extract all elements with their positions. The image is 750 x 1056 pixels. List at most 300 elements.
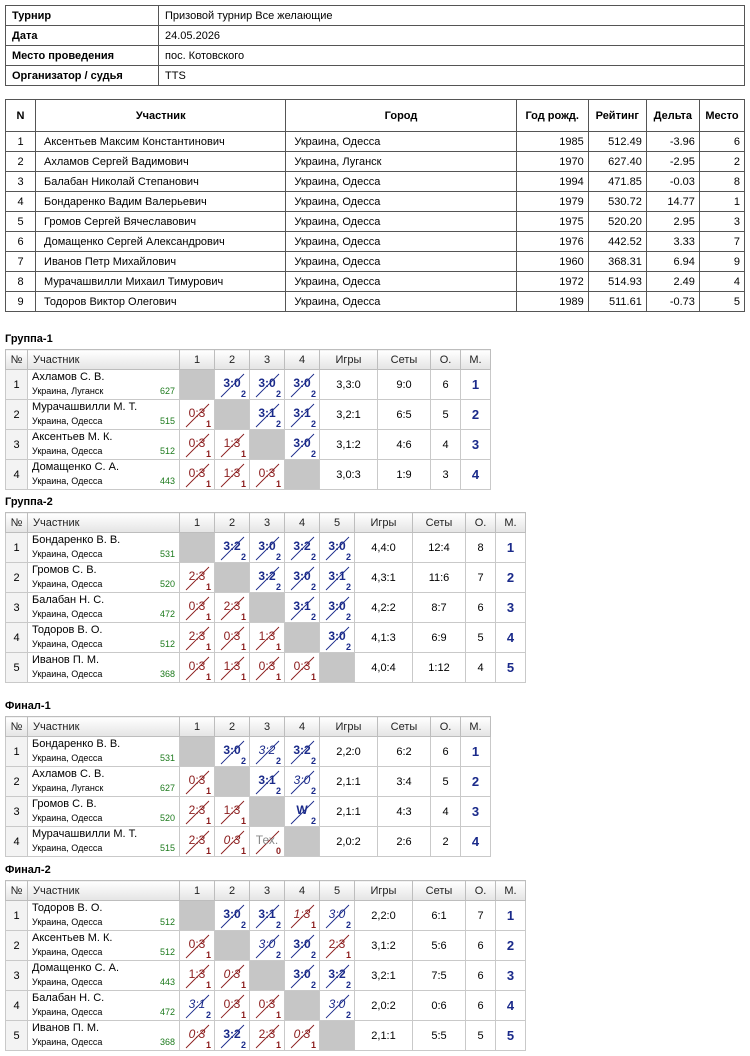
place-result: 3 xyxy=(496,593,526,623)
match-result-cell[interactable] xyxy=(250,400,285,430)
player-cell xyxy=(28,430,180,460)
match-points: 1 xyxy=(205,786,211,796)
match-points: 1 xyxy=(205,449,211,459)
match-score: 2:3 xyxy=(188,833,206,847)
row-number: 1 xyxy=(6,901,28,931)
match-points: 1 xyxy=(240,612,246,622)
match-score: Тех. xyxy=(255,833,279,847)
player-name: Тодоров В. О. xyxy=(32,624,103,636)
match-result-cell[interactable] xyxy=(250,737,285,767)
participant-name: Иванов Петр Михайлович xyxy=(36,252,286,272)
match-points: 2 xyxy=(310,449,316,459)
sets-result: 0:6 xyxy=(413,991,466,1021)
match-score: 0:3 xyxy=(293,659,311,673)
games-result: 3,2:1 xyxy=(355,961,413,991)
group-header-row xyxy=(6,881,526,901)
match-result-cell[interactable] xyxy=(250,991,285,1021)
match-result-cell[interactable] xyxy=(215,430,250,460)
player-cell xyxy=(28,563,180,593)
match-result-cell[interactable] xyxy=(250,563,285,593)
match-points: 2 xyxy=(310,612,316,622)
participant-number: 4 xyxy=(6,192,36,212)
participant-rating: 512.49 xyxy=(588,132,646,152)
games-result: 4,0:4 xyxy=(355,653,413,683)
match-result-cell[interactable] xyxy=(285,653,320,683)
participant-number: 1 xyxy=(6,132,36,152)
match-score: 3:1 xyxy=(293,599,311,613)
participant-name: Громов Сергей Вячеславович xyxy=(36,212,286,232)
sets-result: 6:2 xyxy=(378,737,431,767)
match-score: 3:0 xyxy=(258,937,276,951)
match-points: 1 xyxy=(205,672,211,682)
games-result: 3,0:3 xyxy=(320,460,378,490)
player-cell xyxy=(28,653,180,683)
table-row xyxy=(6,252,745,272)
match-result-cell[interactable] xyxy=(215,961,250,991)
player-name: Бондаренко В. В. xyxy=(32,738,121,750)
participant-place: 6 xyxy=(699,132,744,152)
match-points: 2 xyxy=(310,756,316,766)
row-number: 2 xyxy=(6,563,28,593)
match-result-cell[interactable] xyxy=(215,827,250,857)
participant-birth-year: 1972 xyxy=(516,272,588,292)
participant-delta: 2.95 xyxy=(646,212,699,232)
match-points: 2 xyxy=(240,756,246,766)
match-points: 2 xyxy=(310,786,316,796)
group-row xyxy=(6,430,491,460)
match-result-cell[interactable] xyxy=(285,737,320,767)
match-points: 1 xyxy=(240,672,246,682)
match-result-cell[interactable] xyxy=(215,797,250,827)
info-row-venue xyxy=(6,46,745,66)
place-result: 1 xyxy=(461,737,491,767)
match-result-cell[interactable] xyxy=(285,767,320,797)
match-result-cell[interactable] xyxy=(215,1021,250,1051)
match-result-cell[interactable] xyxy=(180,827,215,857)
participant-name: Тодоров Виктор Олегович xyxy=(36,292,286,312)
participant-place: 7 xyxy=(699,232,744,252)
group-row xyxy=(6,653,526,683)
match-result-cell[interactable] xyxy=(180,1021,215,1051)
match-score: 0:3 xyxy=(188,599,206,613)
match-points: 1 xyxy=(345,950,351,960)
participant-number: 5 xyxy=(6,212,36,232)
participant-birth-year: 1979 xyxy=(516,192,588,212)
match-score: 3:0 xyxy=(328,997,346,1011)
player-name: Аксентьев М. К. xyxy=(32,431,113,443)
group-row xyxy=(6,623,526,653)
match-result-cell[interactable] xyxy=(285,1021,320,1051)
player-city: Украина, Одесса xyxy=(32,446,103,456)
match-result-cell[interactable] xyxy=(320,593,355,623)
match-score: 3:1 xyxy=(328,569,346,583)
self-match-cell xyxy=(215,931,250,961)
match-result-cell[interactable] xyxy=(285,901,320,931)
group-table xyxy=(5,512,526,683)
player-rating: 443 xyxy=(159,977,175,987)
group-row xyxy=(6,533,526,563)
match-result-cell[interactable] xyxy=(180,653,215,683)
player-city: Украина, Луганск xyxy=(32,386,104,396)
player-name: Бондаренко В. В. xyxy=(32,534,121,546)
row-number: 5 xyxy=(6,1021,28,1051)
col-header-participant: Участник xyxy=(28,350,180,370)
match-points: 1 xyxy=(240,449,246,459)
match-result-cell[interactable] xyxy=(215,623,250,653)
player-name: Иванов П. М. xyxy=(32,654,100,666)
tournament-info-table xyxy=(5,5,745,86)
group-row xyxy=(6,827,491,857)
info-label: Место проведения xyxy=(6,46,159,66)
match-result-cell[interactable] xyxy=(250,460,285,490)
player-city: Украина, Одесса xyxy=(32,639,103,649)
row-number: 5 xyxy=(6,653,28,683)
group-title: Группа-2 xyxy=(5,496,53,508)
match-result-cell[interactable] xyxy=(320,991,355,1021)
group-title: Финал-2 xyxy=(5,864,51,876)
match-result-cell[interactable] xyxy=(250,1021,285,1051)
group-row xyxy=(6,563,526,593)
match-score: 0:3 xyxy=(293,1027,311,1041)
match-score: 3:0 xyxy=(293,436,311,450)
match-score: 3:0 xyxy=(293,376,311,390)
match-score: 2:3 xyxy=(188,803,206,817)
col-header-sets: Сеты xyxy=(413,881,466,901)
col-header-no: № xyxy=(6,350,28,370)
self-match-cell xyxy=(180,737,215,767)
match-score: 3:1 xyxy=(188,997,206,1011)
match-score: 3:0 xyxy=(293,967,311,981)
match-points: 1 xyxy=(205,1040,211,1050)
participant-delta: 6.94 xyxy=(646,252,699,272)
match-score: 3:0 xyxy=(328,629,346,643)
match-score: 3:2 xyxy=(223,1027,241,1041)
player-cell xyxy=(28,1021,180,1051)
place-result: 4 xyxy=(461,460,491,490)
match-points: 2 xyxy=(345,920,351,930)
player-cell xyxy=(28,991,180,1021)
col-header-place: М. xyxy=(461,350,491,370)
match-result-cell[interactable] xyxy=(285,400,320,430)
match-points: 2 xyxy=(310,389,316,399)
points-result: 6 xyxy=(431,737,461,767)
match-result-cell[interactable] xyxy=(180,460,215,490)
self-match-cell xyxy=(285,623,320,653)
sets-result: 6:1 xyxy=(413,901,466,931)
match-points: 1 xyxy=(205,980,211,990)
match-score: 3:0 xyxy=(328,907,346,921)
col-header-opponent: 3 xyxy=(250,350,285,370)
match-points: 1 xyxy=(205,582,211,592)
participant-rating: 368.31 xyxy=(588,252,646,272)
match-result-cell[interactable] xyxy=(180,593,215,623)
sets-result: 1:12 xyxy=(413,653,466,683)
player-rating: 531 xyxy=(159,753,175,763)
match-result-cell[interactable] xyxy=(250,901,285,931)
col-header-rating: Рейтинг xyxy=(588,100,646,132)
participant-number: 9 xyxy=(6,292,36,312)
match-points: 2 xyxy=(310,552,316,562)
points-result: 6 xyxy=(466,931,496,961)
place-result: 3 xyxy=(461,430,491,460)
table-row xyxy=(6,292,745,312)
points-result: 2 xyxy=(431,827,461,857)
match-points: 1 xyxy=(240,846,246,856)
match-score: 3:2 xyxy=(258,743,276,757)
match-result-cell[interactable] xyxy=(285,370,320,400)
points-result: 7 xyxy=(466,901,496,931)
games-result: 3,1:2 xyxy=(355,931,413,961)
info-row-date xyxy=(6,26,745,46)
points-result: 5 xyxy=(466,623,496,653)
sets-result: 3:4 xyxy=(378,767,431,797)
player-rating: 531 xyxy=(159,549,175,559)
match-score: 3:0 xyxy=(223,376,241,390)
match-result-cell[interactable] xyxy=(320,901,355,931)
participant-birth-year: 1989 xyxy=(516,292,588,312)
player-city: Украина, Одесса xyxy=(32,1037,103,1047)
match-result-cell[interactable] xyxy=(215,460,250,490)
match-result-cell[interactable] xyxy=(250,827,285,857)
match-score: 3:0 xyxy=(223,907,241,921)
games-result: 4,1:3 xyxy=(355,623,413,653)
table-row xyxy=(6,272,745,292)
info-row-tournament xyxy=(6,6,745,26)
group-row xyxy=(6,400,491,430)
match-points: 0 xyxy=(275,846,281,856)
col-header-no: № xyxy=(6,717,28,737)
match-result-cell[interactable] xyxy=(215,653,250,683)
points-result: 3 xyxy=(431,460,461,490)
group-row xyxy=(6,767,491,797)
group-row xyxy=(6,901,526,931)
player-rating: 520 xyxy=(159,813,175,823)
points-result: 8 xyxy=(466,533,496,563)
group-row xyxy=(6,797,491,827)
self-match-cell xyxy=(285,991,320,1021)
row-number: 3 xyxy=(6,430,28,460)
group-title: Финал-1 xyxy=(5,700,51,712)
match-points: 1 xyxy=(205,846,211,856)
player-name: Иванов П. М. xyxy=(32,1022,100,1034)
match-result-cell[interactable] xyxy=(285,563,320,593)
participant-name: Аксентьев Максим Константинович xyxy=(36,132,286,152)
sets-result: 5:6 xyxy=(413,931,466,961)
match-result-cell[interactable] xyxy=(250,931,285,961)
match-result-cell[interactable] xyxy=(180,797,215,827)
match-result-cell[interactable] xyxy=(180,991,215,1021)
match-result-cell[interactable] xyxy=(285,533,320,563)
match-result-cell[interactable] xyxy=(250,370,285,400)
player-city: Украина, Одесса xyxy=(32,1007,103,1017)
row-number: 1 xyxy=(6,533,28,563)
match-result-cell[interactable] xyxy=(285,593,320,623)
match-result-cell[interactable] xyxy=(215,737,250,767)
row-number: 2 xyxy=(6,400,28,430)
match-result-cell[interactable] xyxy=(285,961,320,991)
col-header-place: М. xyxy=(461,717,491,737)
info-row-organizer xyxy=(6,66,745,86)
player-cell xyxy=(28,533,180,563)
participant-rating: 530.72 xyxy=(588,192,646,212)
place-result: 2 xyxy=(461,767,491,797)
match-points: 2 xyxy=(310,419,316,429)
self-match-cell xyxy=(180,370,215,400)
match-points: 2 xyxy=(240,552,246,562)
match-score: 2:3 xyxy=(258,1027,276,1041)
match-score: 3:1 xyxy=(258,773,276,787)
match-result-cell[interactable] xyxy=(180,400,215,430)
participant-name: Ахламов Сергей Вадимович xyxy=(36,152,286,172)
player-rating: 515 xyxy=(159,843,175,853)
participant-delta: -0.73 xyxy=(646,292,699,312)
participant-city: Украина, Одесса xyxy=(286,292,516,312)
player-rating: 512 xyxy=(159,446,175,456)
player-cell xyxy=(28,737,180,767)
col-header-sets: Сеты xyxy=(413,513,466,533)
row-number: 3 xyxy=(6,593,28,623)
match-score: W xyxy=(296,803,308,817)
info-value: 24.05.2026 xyxy=(159,26,745,46)
row-number: 3 xyxy=(6,961,28,991)
match-points: 1 xyxy=(275,672,281,682)
table-row xyxy=(6,152,745,172)
col-header-opponent: 3 xyxy=(250,513,285,533)
match-result-cell[interactable] xyxy=(180,623,215,653)
match-result-cell[interactable] xyxy=(320,961,355,991)
match-result-cell[interactable] xyxy=(320,563,355,593)
player-name: Аксентьев М. К. xyxy=(32,932,113,944)
match-result-cell[interactable] xyxy=(285,931,320,961)
col-header-participant: Участник xyxy=(28,881,180,901)
match-points: 2 xyxy=(275,419,281,429)
place-result: 2 xyxy=(496,563,526,593)
player-city: Украина, Одесса xyxy=(32,416,103,426)
col-header-opponent: 2 xyxy=(215,881,250,901)
table-row xyxy=(6,192,745,212)
player-rating: 368 xyxy=(159,1037,175,1047)
match-result-cell[interactable] xyxy=(320,623,355,653)
match-score: 1:3 xyxy=(223,659,241,673)
match-result-cell[interactable] xyxy=(285,430,320,460)
participant-place: 2 xyxy=(699,152,744,172)
row-number: 2 xyxy=(6,931,28,961)
player-cell xyxy=(28,460,180,490)
col-header-opponent: 2 xyxy=(215,717,250,737)
player-name: Балабан Н. С. xyxy=(32,594,105,606)
match-result-cell[interactable] xyxy=(180,767,215,797)
player-cell xyxy=(28,797,180,827)
row-number: 2 xyxy=(6,767,28,797)
match-result-cell[interactable] xyxy=(250,533,285,563)
match-result-cell[interactable] xyxy=(215,991,250,1021)
match-score: 3:0 xyxy=(258,376,276,390)
match-result-cell[interactable] xyxy=(215,370,250,400)
col-header-number: N xyxy=(6,100,36,132)
games-result: 4,2:2 xyxy=(355,593,413,623)
place-result: 1 xyxy=(496,901,526,931)
group-title: Группа-1 xyxy=(5,333,53,345)
match-points: 1 xyxy=(275,642,281,652)
match-score: 2:3 xyxy=(223,599,241,613)
col-header-points: О. xyxy=(466,881,496,901)
participant-birth-year: 1994 xyxy=(516,172,588,192)
participant-rating: 511.61 xyxy=(588,292,646,312)
player-city: Украина, Одесса xyxy=(32,549,103,559)
player-city: Украина, Луганск xyxy=(32,783,104,793)
participant-number: 8 xyxy=(6,272,36,292)
self-match-cell xyxy=(215,563,250,593)
col-header-opponent: 2 xyxy=(215,350,250,370)
col-header-opponent: 1 xyxy=(180,881,215,901)
match-points: 1 xyxy=(310,672,316,682)
player-cell xyxy=(28,827,180,857)
col-header-sets: Сеты xyxy=(378,717,431,737)
player-rating: 627 xyxy=(159,386,175,396)
match-score: 3:0 xyxy=(293,773,311,787)
match-result-cell[interactable] xyxy=(215,533,250,563)
player-cell xyxy=(28,593,180,623)
match-result-cell[interactable] xyxy=(250,767,285,797)
info-label: Организатор / судья xyxy=(6,66,159,86)
participant-rating: 514.93 xyxy=(588,272,646,292)
match-result-cell[interactable] xyxy=(250,653,285,683)
match-result-cell[interactable] xyxy=(215,593,250,623)
points-result: 5 xyxy=(431,767,461,797)
participant-birth-year: 1960 xyxy=(516,252,588,272)
match-score: 3:2 xyxy=(258,569,276,583)
games-result: 3,1:2 xyxy=(320,430,378,460)
match-score: 0:3 xyxy=(223,997,241,1011)
match-result-cell[interactable] xyxy=(180,430,215,460)
match-result-cell[interactable] xyxy=(215,901,250,931)
participant-city: Украина, Луганск xyxy=(286,152,516,172)
col-header-opponent: 2 xyxy=(215,513,250,533)
participant-name: Мурачашвилли Михаил Тимурович xyxy=(36,272,286,292)
points-result: 6 xyxy=(466,991,496,1021)
sets-result: 2:6 xyxy=(378,827,431,857)
match-result-cell[interactable] xyxy=(180,961,215,991)
place-result: 1 xyxy=(496,533,526,563)
match-result-cell[interactable] xyxy=(180,931,215,961)
col-header-sets: Сеты xyxy=(378,350,431,370)
points-result: 4 xyxy=(431,430,461,460)
row-number: 1 xyxy=(6,737,28,767)
match-points: 2 xyxy=(275,552,281,562)
match-result-cell[interactable] xyxy=(320,931,355,961)
col-header-place: М. xyxy=(496,513,526,533)
group-row xyxy=(6,460,491,490)
match-points: 2 xyxy=(275,756,281,766)
self-match-cell xyxy=(180,533,215,563)
group-row xyxy=(6,737,491,767)
games-result: 2,1:1 xyxy=(355,1021,413,1051)
col-header-participant: Участник xyxy=(28,717,180,737)
match-result-cell[interactable] xyxy=(180,563,215,593)
participant-rating: 442.52 xyxy=(588,232,646,252)
match-result-cell[interactable] xyxy=(250,623,285,653)
col-header-opponent: 4 xyxy=(285,717,320,737)
col-header-opponent: 4 xyxy=(285,881,320,901)
group-table xyxy=(5,716,491,857)
participant-birth-year: 1970 xyxy=(516,152,588,172)
player-city: Украина, Одесса xyxy=(32,977,103,987)
col-header-place: М. xyxy=(496,881,526,901)
match-result-cell[interactable] xyxy=(285,797,320,827)
player-rating: 520 xyxy=(159,579,175,589)
col-header-opponent: 5 xyxy=(320,881,355,901)
match-result-cell[interactable] xyxy=(320,533,355,563)
